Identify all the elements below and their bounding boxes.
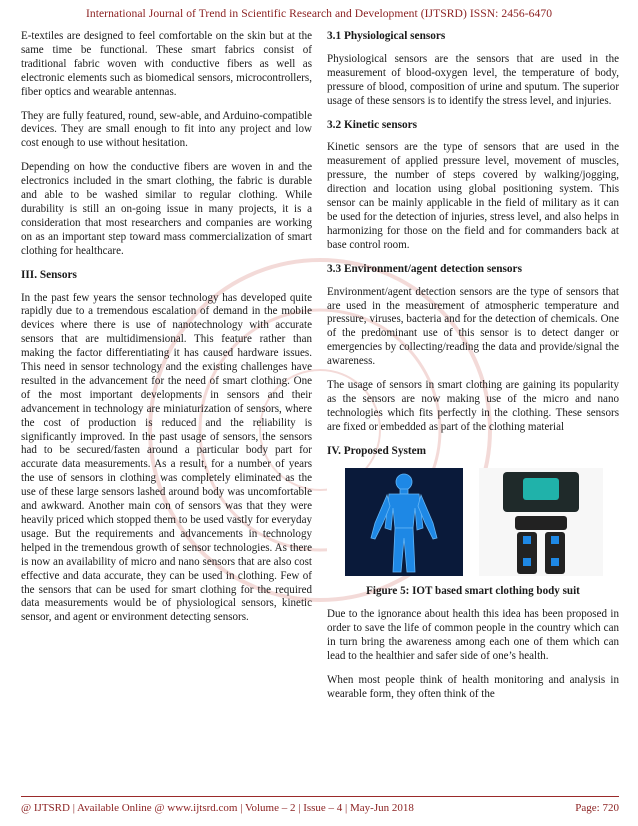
right-column <box>327 30 619 712</box>
page-footer <box>21 796 619 817</box>
heading-physiological-sensors: 3.1 Physiological sensors <box>327 30 446 42</box>
journal-header: International Journal of Trend in Scientific Research and Development (IJTSRD) ISSN: 2456-6470 <box>85 7 553 20</box>
paragraph-sensor-technology: In the past few years the sensor technology has developed quite rapidly due to a tremendous escalation of demand in the mobile devices where there is use of nanotechnology with accurate sensors that are multidimensional. This feature rather than making the factor differentiating it has caused hardware issues. This need in sensor technology and the existing challenges have resulted in the advancement for the need of smart clothing. One of the most important developments in sensors and their advancement in technology are miniaturization of sensors, where the cost of production is reduced and the reliability is significantly improved. In the past usage of sensors, the sensors had to be secured/fasten around a particular body part for accurate data measurements. As a result, for a number of years the use of sensors in clothing was completely eliminated as the use of these large sensors lashed around body was uncomfortable and awkward. Another main con of sensors was that they were heavily priced which stopped them to be used vastly for everyday usage. But the requirements and advancements in technology helped in the tremendous growth of sensor technologies. As there is now an availability of micro and nano sensors that are also cost effective and data accurate, they can be used in clothing. Few of the sensors that can be used for smart clothing for the required data measurements would be of physiological sensors, kinetic sensor, and agent or environment detecting sensors. <box>21 291 312 624</box>
section-heading-sensors: III. Sensors <box>21 268 77 281</box>
paragraph-health-monitoring: When most people think of health monitoring and analysis in wearable form, they often think of the <box>327 674 619 700</box>
heading-proposed-system: IV. Proposed System <box>327 444 427 457</box>
left-column <box>21 30 312 635</box>
figure-caption: Figure 5: IOT based smart clothing body suit <box>366 584 580 597</box>
paragraph-physiological: Physiological sensors are the sensors that are used in the measurement of blood-oxygen level, the temperature of body, pressure of blood, composition of urine and sputum. The superior usage of these sensors is to identify the stress level, and injuries. <box>327 52 619 107</box>
paragraph-etextiles: E-textiles are designed to feel comfortable on the skin but at the same time be functional. These smart fabrics consist of traditional fabric woven with conductive fibers as well as electronic elements such as biomedical sensors, microcontrollers, fiber optics and wearable antennas. <box>21 30 312 98</box>
figure-smart-clothing <box>327 468 619 576</box>
page-number: Page: 720 <box>575 802 619 814</box>
paragraph-arduino: They are fully featured, round, sew-able, and Arduino-compatible devices. They are small enough to fit into any project and low cost enough to use without hesitation. <box>21 109 312 150</box>
paragraph-kinetic: Kinetic sensors are the type of sensors that are used in the measurement of applied pressure level, movement of muscles, pressure, the number of steps covered by walking/jogging, direction and location using global positioning system. This sensor can be mainly applicable in the field of military as it can be used for the detection of injuries, stress level, and also helps in harmonizing for those on the field and for commanders back at base control room. <box>327 141 619 251</box>
heading-environment-sensors: 3.3 Environment/agent detection sensors <box>327 262 522 275</box>
paragraph-durability: Depending on how the conductive fibers are woven in and the electronics included in the smart clothing, the fabric is durable and able to be washed similar to regular clothing. While durability is still an on-going issue in many projects, it is a consideration that most researchers and companies are working on as an important step toward mass commercialization of smart clothing for healthcare. <box>21 161 312 257</box>
paragraph-proposal: Due to the ignorance about health this idea has been proposed in order to save the life of common people in the country which can in turn bring the awareness among each one of them which can lead to the healthier and safer side of one’s health. <box>327 608 619 663</box>
footer-citation: @ IJTSRD | Available Online @ www.ijtsrd.com | Volume – 2 | Issue – 4 | May-Jun 2018 <box>21 802 414 814</box>
paragraph-sensor-usage: The usage of sensors in smart clothing are gaining its popularity as the sensors are now making use of the micro and nano technologies which fits perfectly in the clothing. These sensors are fixed or embedded as part of the clothing material <box>327 379 619 433</box>
heading-kinetic-sensors: 3.2 Kinetic sensors <box>327 118 418 131</box>
paragraph-environment: Environment/agent detection sensors are the type of sensors that are used in the measurement of atmospheric temperature and pressure, viruses, bacteria and for the detection of chemicals. One of the predominant use of this sensor is to detect danger or emergencies by collecting/reading the data and provide/signal the awareness. <box>327 285 619 368</box>
figure-illustration <box>327 468 619 576</box>
